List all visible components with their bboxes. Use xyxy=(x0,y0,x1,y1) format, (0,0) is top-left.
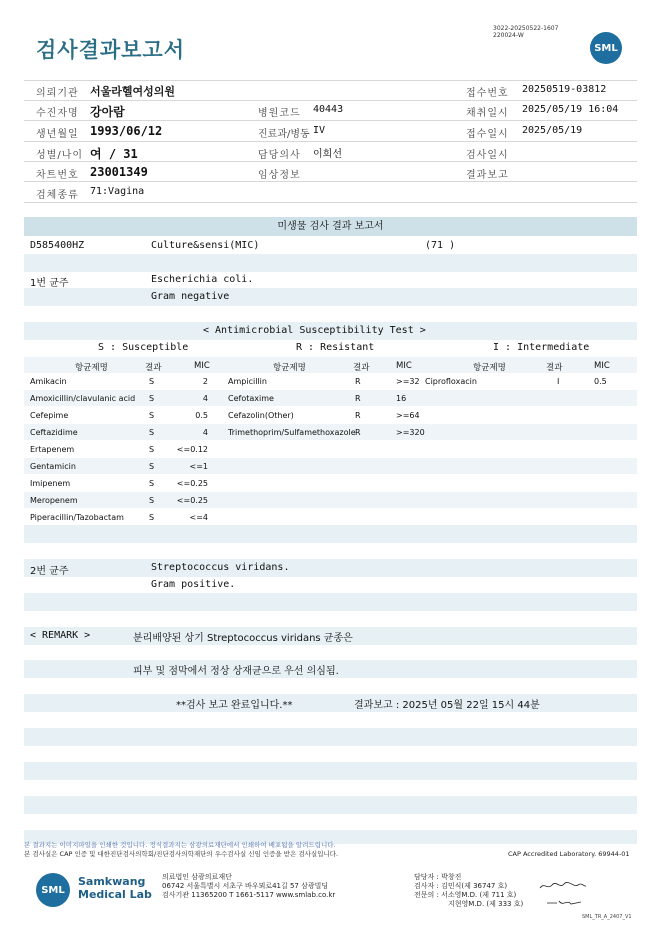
dob-value: 1993/06/12 xyxy=(90,124,163,138)
ast-drug-name: Cefepime xyxy=(30,411,69,420)
cap-accredited: CAP Accredited Laboratory. 69944-01 xyxy=(508,850,630,858)
ast-drug-name: Ampicillin xyxy=(228,377,267,386)
col-mic-header: MIC xyxy=(594,361,610,371)
chart-label: 차트번호 xyxy=(36,170,79,181)
remark-line1: 분리배양된 상기 Streptococcus viridans 균종은 xyxy=(133,633,353,644)
sml-logo: SML xyxy=(590,32,622,64)
sexage-value: 여 / 31 xyxy=(90,147,138,161)
footer-note2: 본 검사실은 CAP 인증 및 대한진단검사의학회/진단검사의학재단의 우수검사실 신임 인증을 받은 검사실입니다. xyxy=(24,850,339,858)
test-date-label: 검사일시 xyxy=(466,150,509,161)
test-name: Culture&sensi(MIC) xyxy=(151,240,260,251)
recv-date-value: 2025/05/19 xyxy=(522,125,583,136)
chart-value: 23001349 xyxy=(90,165,148,179)
ast-drug-name: Piperacillin/Tazobactam xyxy=(30,513,124,522)
sexage-label: 성별/나이 xyxy=(36,150,84,161)
ast-drug-name: Cefotaxime xyxy=(228,394,274,403)
ast-drug-name: Meropenem xyxy=(30,496,78,505)
ast-result: S xyxy=(149,513,155,522)
ast-result: S xyxy=(149,428,155,437)
staff-manager: 담당자 : 박창진 xyxy=(414,873,462,881)
ast-mic: 2 xyxy=(202,377,208,386)
ast-mic: >=32 xyxy=(396,377,420,386)
organism1-gram: Gram negative xyxy=(151,291,230,302)
row-band xyxy=(24,694,637,712)
col-drug-header: 항균제명 xyxy=(273,363,306,373)
hospcode-value: 40443 xyxy=(313,104,344,115)
hospcode-label: 병원코드 xyxy=(258,108,301,119)
ast-result: S xyxy=(149,462,155,471)
row-band xyxy=(24,525,637,543)
org-value: 서울라헬여성의원 xyxy=(90,85,176,98)
dept-label: 진료과/병동 xyxy=(258,129,310,140)
lab-info xyxy=(162,873,335,900)
col-drug-header: 항균제명 xyxy=(473,363,506,373)
divider xyxy=(24,100,637,101)
col-mic-header: MIC xyxy=(396,361,412,371)
ast-mic: 4 xyxy=(202,394,208,403)
ast-result: S xyxy=(149,394,155,403)
signature-2 xyxy=(545,897,585,909)
test-number: (71 ) xyxy=(425,240,456,251)
divider xyxy=(24,120,637,121)
ast-drug-name: Ertapenem xyxy=(30,445,75,454)
staff-info xyxy=(414,873,523,909)
ast-result: I xyxy=(557,377,560,386)
ast-mic: 0.5 xyxy=(195,411,208,420)
ast-drug-name: Amoxicillin/clavulanic acid xyxy=(30,394,136,403)
report-complete: **검사 보고 완료입니다.** xyxy=(176,700,293,711)
divider xyxy=(24,202,637,203)
name-value: 강아람 xyxy=(90,105,125,119)
ast-mic: <=0.25 xyxy=(176,479,208,488)
ast-mic: <=4 xyxy=(189,513,208,522)
signature-1 xyxy=(538,880,588,892)
remark-line2: 피부 및 점막에서 정상 상재균으로 우선 의심됨. xyxy=(133,666,339,677)
specimen-value: 71:Vagina xyxy=(90,186,145,197)
document-code-line2: 220024-W xyxy=(493,32,524,39)
remark-label: < REMARK > xyxy=(30,630,91,641)
ast-mic: <=0.12 xyxy=(176,445,208,454)
ast-result: R xyxy=(355,394,361,403)
ast-drug-name: Imipenem xyxy=(30,479,71,488)
report-label: 결과보고 xyxy=(466,170,509,181)
recv-no-label: 접수번호 xyxy=(466,88,509,99)
ast-drug-name: Ceftazidime xyxy=(30,428,78,437)
brand-line2: Medical Lab xyxy=(78,888,152,901)
test-code: D585400HZ xyxy=(30,240,85,251)
organism1-name: Escherichia coli. xyxy=(151,274,254,285)
col-drug-header: 항균제명 xyxy=(75,363,108,373)
ast-result: R xyxy=(355,411,361,420)
ast-drug-name: Ciprofloxacin xyxy=(425,377,477,386)
ast-result: S xyxy=(149,479,155,488)
col-result-header: 결과 xyxy=(353,363,370,373)
ast-drug-name: Trimethoprim/Sulfamethoxazole xyxy=(228,428,356,437)
staff-tester: 검사자 : 김민식(제 36747 호) xyxy=(414,882,508,890)
sml-footer-logo: SML xyxy=(36,873,70,907)
section-title: 미생물 검사 결과 보고서 xyxy=(24,217,637,236)
col-result-header: 결과 xyxy=(546,363,563,373)
recv-no-value: 20250519-03812 xyxy=(522,84,607,95)
ast-mic: <=0.25 xyxy=(176,496,208,505)
page-title: 검사결과보고서 xyxy=(36,38,186,62)
legend-susceptible: S : Susceptible xyxy=(98,342,189,353)
divider xyxy=(24,141,637,142)
ast-result: R xyxy=(355,377,361,386)
form-code: SML_TR_A_2407_V1 xyxy=(582,914,632,920)
row-band xyxy=(24,559,637,577)
col-result-header: 결과 xyxy=(145,363,162,373)
ast-result: S xyxy=(149,496,155,505)
row-band xyxy=(24,492,637,508)
ast-result: S xyxy=(149,445,155,454)
legend-intermediate: I : Intermediate xyxy=(493,342,590,353)
collect-value: 2025/05/19 16:04 xyxy=(522,104,619,115)
ast-mic: >=64 xyxy=(396,411,420,420)
staff-specialist2: 지현영M.D. (제 333 호) xyxy=(448,900,524,908)
specimen-label: 검체종류 xyxy=(36,190,79,201)
ast-result: S xyxy=(149,411,155,420)
ast-result: R xyxy=(355,428,361,437)
ast-mic: <=1 xyxy=(189,462,208,471)
recv-date-label: 접수일시 xyxy=(466,129,509,140)
ast-drug-name: Amikacin xyxy=(30,377,67,386)
doctor-label: 담당의사 xyxy=(258,150,301,161)
ast-drug-name: Gentamicin xyxy=(30,462,76,471)
ast-drug-name: Cefazolin(Other) xyxy=(228,411,294,420)
ast-mic: 16 xyxy=(396,394,407,403)
document-code xyxy=(493,25,558,39)
staff-specialist1: 전문의 : 서소영M.D. (제 711 호) xyxy=(414,891,517,899)
ast-mic: 0.5 xyxy=(594,377,607,386)
brand-line1: Samkwang xyxy=(78,875,146,888)
lab-address: 06742 서울특별시 서초구 바우뫼로41길 57 삼광빌딩 xyxy=(162,882,329,890)
divider xyxy=(24,80,637,81)
doctor-value: 이희선 xyxy=(313,149,342,160)
row-band xyxy=(24,458,637,474)
dept-value: IV xyxy=(313,125,326,136)
row-band xyxy=(24,593,637,611)
organism2-name: Streptococcus viridans. xyxy=(151,562,290,573)
final-report-time: 결과보고 : 2025년 05월 22일 15시 44분 xyxy=(354,700,540,711)
organism2-gram: Gram positive. xyxy=(151,579,236,590)
org-label: 의뢰기관 xyxy=(36,88,79,99)
collect-label: 채취일시 xyxy=(466,108,509,119)
col-mic-header: MIC xyxy=(194,361,210,371)
row-band xyxy=(24,796,637,814)
lab-org-name: 의료법인 삼광의료재단 xyxy=(162,873,232,881)
divider xyxy=(24,181,637,182)
organism1-label: 1번 균주 xyxy=(30,278,69,289)
organism2-label: 2번 균주 xyxy=(30,566,69,577)
dob-label: 생년월일 xyxy=(36,129,79,140)
ast-mic: >=320 xyxy=(396,428,425,437)
row-band xyxy=(24,762,637,780)
row-band xyxy=(24,728,637,746)
ast-result: S xyxy=(149,377,155,386)
clinical-label: 임상정보 xyxy=(258,170,301,181)
document-code-line1: 3022-20250522-1607 xyxy=(493,25,559,32)
name-label: 수진자명 xyxy=(36,108,79,119)
row-band xyxy=(24,254,637,272)
ast-title: < Antimicrobial Susceptibility Test > xyxy=(203,325,426,336)
footer-note1: 본 결과지는 이미지파일을 인쇄한 것입니다. 정식결과지는 삼광의료재단에서 인쇄하여 배포됨을 알려드립니다. xyxy=(24,841,336,849)
legend-resistant: R : Resistant xyxy=(296,342,375,353)
brand-name xyxy=(78,875,152,901)
ast-mic: 4 xyxy=(202,428,208,437)
row-band xyxy=(24,288,637,306)
lab-contact: 검사기관 11365200 T 1661-5117 www.smlab.co.kr xyxy=(162,891,336,899)
